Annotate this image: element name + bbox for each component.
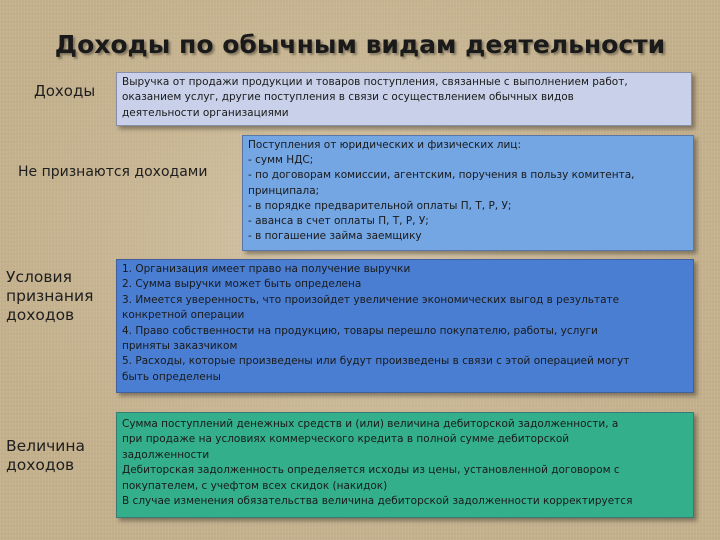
text-line: В случае изменения обязательства величина дебиторской задолженности корректируется <box>122 495 633 508</box>
text-line: 5. Расходы, которые произведены или будут произведены в связи с этой операцией могут <box>122 355 630 368</box>
box-not-income <box>242 135 694 251</box>
label-income <box>34 82 95 100</box>
text-line: 3. Имеется уверенность, что произойдет увеличение экономических выгод в результате <box>122 293 620 306</box>
label-income-line: Доходы <box>34 82 96 100</box>
text-line: покупателем, с учефтом всех скидок (накидок) <box>122 479 388 492</box>
text-line: 4. Право собственности на продукцию, товары перешло покупателю, работы, услуги <box>122 324 598 337</box>
label-line: Условия <box>6 268 72 286</box>
box-income-amount <box>116 412 694 518</box>
text-line: - сумм НДС; <box>248 154 314 167</box>
text-line: - по договорам комиссии, агентским, поручения в пользу комитента, <box>248 169 635 182</box>
slide-title: Доходы по обычным видам деятельности <box>54 30 666 59</box>
box-recognition-conditions <box>116 259 694 393</box>
text-line: конкретной операции <box>122 309 245 322</box>
text-line: оказанием услуг, другие поступления в связи с осуществлением обычных видов <box>122 91 574 104</box>
text-line: 2. Сумма выручки может быть определена <box>122 278 362 291</box>
text-line: деятельности организациями <box>122 106 289 119</box>
label-not-income-line: Не признаются доходами <box>18 164 208 180</box>
text-line: - в погашение займа заемщику <box>248 230 422 243</box>
text-line: при продаже на условиях коммерческого кредита в полной сумме дебиторской <box>122 433 570 446</box>
text-line: Поступления от юридических и физических лиц: <box>248 139 521 151</box>
text-line: Сумма поступлений денежных средств и (или) величина дебиторской задолженности, а <box>122 418 619 430</box>
label-line: признания <box>6 287 94 305</box>
text-line: приняты заказчиком <box>122 340 238 353</box>
text-line: - аванса в счет оплаты П, Т, Р, У; <box>248 215 429 228</box>
text-line: Выручка от продажи продукции и товаров поступления, связанные с выполнением работ, <box>122 76 628 88</box>
label-not-income <box>18 163 207 181</box>
box-income-definition <box>116 72 692 126</box>
text-line: быть определены <box>122 370 221 383</box>
label-line: доходов <box>6 456 75 474</box>
text-line: Дебиторская задолженность определяется исходы из цены, установленной договором с <box>122 464 620 477</box>
text-line: - в порядке предварительной оплаты П, Т, Р, У; <box>248 199 512 212</box>
text-line: задолженности <box>122 448 210 461</box>
text-line: 1. Организация имеет право на получение выручки <box>122 263 411 275</box>
label-line: Величина <box>6 437 86 455</box>
label-recognition-conditions <box>6 268 93 325</box>
text-line: принципала; <box>248 184 320 197</box>
label-line: доходов <box>6 306 75 324</box>
label-income-amount <box>6 437 85 475</box>
